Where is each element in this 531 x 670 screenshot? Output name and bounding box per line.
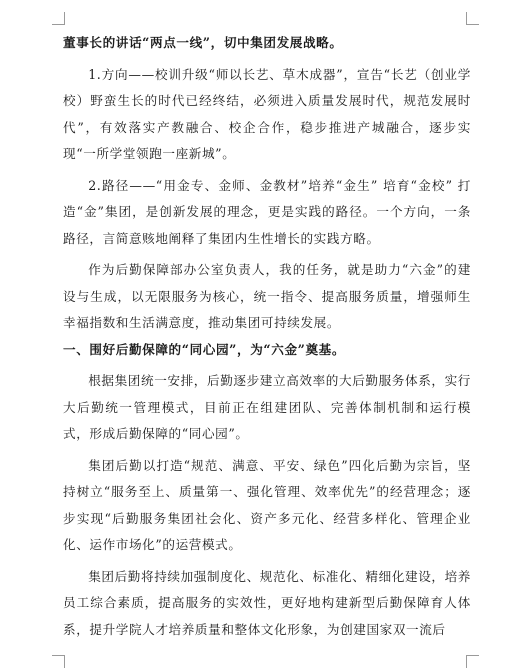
crop-mark-top-left <box>52 12 65 25</box>
paragraph-arrangement: 根据集团统一安排，后勤逐步建立高效率的大后勤服务体系，实行大后勤统一管理模式，目前正在组建团队、完善体制机制和运行模式，形成后勤保障的“同心园”。 <box>63 373 471 441</box>
section-heading-1: 一、围好后勤保障的“同心园”，为“六金”奠基。 <box>63 341 346 357</box>
paragraph-role: 作为后勤保障部办公室负责人，我的任务，就是助力“六金”的建设与生成，以无限服务为核心，统一指令、提高服务质量，增强师生幸福指数和生活满意度，推动集团可持续发展。 <box>63 262 471 330</box>
paragraph-path: 2.路径——“用金专、金师、金教材”培养“金生” 培育“金校” 打造“金”集团，是创新发展的理念，更是实践的路径。一个方向，一条路径，言简意赅地阐释了集团内生性增长的实践方略。 <box>63 177 471 246</box>
paragraph-four-goals: 集团后勤以打造“规范、满意、平安、绿色”四化后勤为宗旨，坚持树立“服务至上、质量第一、强化管理、效率优先”的经营理念；逐步实现“后勤服务集团社会化、资产多元化、经营多样化、管理企业化、运作市场化”的运营模式。 <box>63 457 471 552</box>
paragraph-direction: 1.方向——校训升级“师以长艺、草木成器”，宣告“长艺（创业学校）野蛮生长的时代已经终结，必须进入质量发展时代，规范发展时代”，有效落实产教融合、校企合作，稳步推进产城融合，逐步实现“一所学堂领跑一座新城”。 <box>63 66 471 161</box>
document-body <box>63 28 471 643</box>
speech-heading: 董事长的讲话“两点一线”，切中集团发展战略。 <box>63 35 343 50</box>
paragraph-construction: 集团后勤将持续加强制度化、规范化、标准化、精细化建设，培养员工综合素质，提高服务的实效性，更好地构建新型后勤保障育人体系，提升学院人才培养质量和整体文化形象，为创建国家双一流后 <box>63 568 471 637</box>
crop-mark-bottom-left <box>52 655 65 668</box>
crop-mark-bottom-right <box>466 655 479 668</box>
crop-mark-top-right <box>466 12 479 25</box>
